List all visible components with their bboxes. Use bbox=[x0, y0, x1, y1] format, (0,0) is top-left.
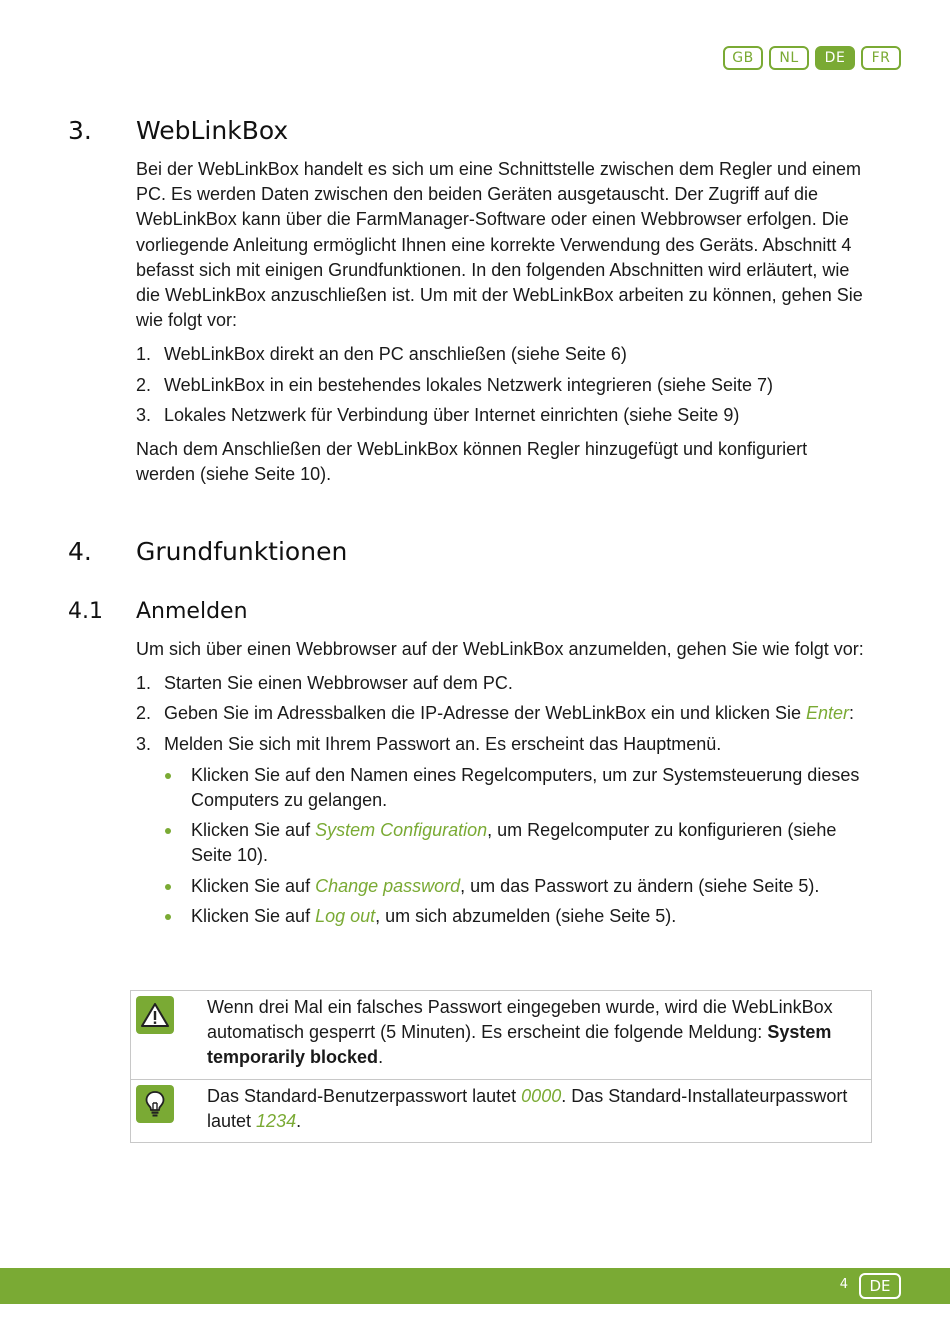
tip-text-2: . Das Standard-Installateurpasswort lautet bbox=[207, 1085, 848, 1131]
page-number: 4 bbox=[839, 1277, 848, 1292]
system-configuration-term: System Configuration bbox=[315, 820, 488, 841]
bullet-icon bbox=[165, 884, 171, 890]
step-number: 3. bbox=[136, 404, 152, 425]
list-item bbox=[136, 403, 866, 428]
tip-text-1: Das Standard-Benutzerpasswort lautet bbox=[207, 1085, 522, 1106]
section-3-heading bbox=[68, 116, 288, 145]
step-text-end: : bbox=[849, 703, 855, 724]
log-out-term: Log out bbox=[315, 905, 376, 926]
step-text: WebLinkBox direkt an den PC anschließen (siehe Seite 6) bbox=[164, 344, 627, 365]
list-item bbox=[136, 732, 866, 757]
list-item bbox=[136, 874, 866, 899]
lightbulb-icon bbox=[136, 1085, 174, 1123]
tip-text bbox=[207, 1080, 871, 1142]
notes-table bbox=[130, 990, 872, 1143]
step-text: Starten Sie einen Webbrowser auf dem PC. bbox=[164, 673, 513, 694]
step-number: 3. bbox=[136, 733, 152, 754]
list-item bbox=[136, 904, 866, 929]
language-selector bbox=[723, 46, 901, 70]
tip-note bbox=[131, 1079, 871, 1142]
bullet-text: Klicken Sie auf bbox=[191, 875, 316, 896]
section-4-1-title: Anmelden bbox=[136, 599, 248, 624]
blocked-message: System temporarily blocked bbox=[207, 1022, 832, 1068]
bullet-text-end: , um sich abzumelden (siehe Seite 5). bbox=[375, 905, 677, 926]
main-menu-options bbox=[136, 763, 866, 929]
section-3-number: 3. bbox=[68, 116, 92, 145]
bullet-text-end: , um das Passwort zu ändern (siehe Seite 5). bbox=[460, 875, 820, 896]
section-4-1-number: 4.1 bbox=[68, 599, 103, 624]
list-item bbox=[136, 373, 866, 398]
lang-de[interactable]: DE bbox=[815, 46, 855, 70]
bullet-icon bbox=[165, 773, 171, 779]
section-3-steps bbox=[136, 342, 866, 428]
footer-language-badge: DE bbox=[859, 1273, 901, 1299]
bullet-text: Klicken Sie auf bbox=[191, 820, 316, 841]
step-number: 1. bbox=[136, 673, 152, 694]
bullet-text: Klicken Sie auf den Namen eines Regelcomputers, um zur Systemsteuerung dieses Computers zu gelangen. bbox=[191, 764, 860, 811]
section-4-title: Grundfunktionen bbox=[136, 537, 348, 566]
section-4-1-body bbox=[136, 637, 866, 929]
warning-triangle-icon bbox=[136, 996, 174, 1034]
section-3-intro: Bei der WebLinkBox handelt es sich um eine Schnittstelle zwischen dem Regler und einem PC. Es werden Daten zwischen den beiden Geräten ausgetauscht. Der Zugriff auf die WebLinkBox kann über die FarmManager-Software oder einen Webbrowser erfolgen. Die vorliegende Anleitung ermöglicht Ihnen eine korrekte Verwendung des Geräts. Abschnitt 4 befasst sich mit einigen Grundfunktionen. In den folgenden Abschnitten wird erläutert, wie die WebLinkBox anzuschließen ist. Um mit der WebLinkBox arbeiten zu können, gehen Sie wie folgt vor: bbox=[136, 159, 863, 331]
footer-bar bbox=[0, 1268, 950, 1304]
step-text: Lokales Netzwerk für Verbindung über Internet einrichten (siehe Seite 9) bbox=[164, 404, 740, 425]
step-number: 2. bbox=[136, 374, 152, 395]
section-4-1-intro: Um sich über einen Webbrowser auf der WebLinkBox anzumelden, gehen Sie wie folgt vor: bbox=[136, 639, 864, 659]
warning-note bbox=[131, 991, 871, 1079]
warning-icon-cell bbox=[131, 991, 207, 1077]
enter-term: Enter bbox=[806, 703, 850, 724]
list-item bbox=[136, 818, 866, 868]
tip-icon-cell bbox=[131, 1080, 207, 1140]
section-4-heading bbox=[68, 537, 347, 566]
list-item bbox=[136, 701, 866, 726]
list-item bbox=[136, 342, 866, 367]
user-password-value: 0000 bbox=[521, 1085, 562, 1106]
bullet-text: Klicken Sie auf bbox=[191, 905, 316, 926]
bullet-icon bbox=[165, 828, 171, 834]
section-3-title: WebLinkBox bbox=[136, 116, 289, 145]
list-item bbox=[136, 763, 866, 813]
step-number: 1. bbox=[136, 344, 152, 365]
lang-fr[interactable]: FR bbox=[861, 46, 901, 70]
warning-text-end: . bbox=[378, 1047, 384, 1068]
section-3-outro: Nach dem Anschließen der WebLinkBox können Regler hinzugefügt und konfiguriert werden (siehe Seite 10). bbox=[136, 439, 808, 485]
bullet-icon bbox=[165, 914, 171, 920]
tip-text-end: . bbox=[296, 1110, 302, 1131]
step-text: Geben Sie im Adressbalken die IP-Adresse der WebLinkBox ein und klicken Sie bbox=[164, 703, 807, 724]
lang-gb[interactable]: GB bbox=[723, 46, 763, 70]
lang-nl[interactable]: NL bbox=[769, 46, 809, 70]
section-4-number: 4. bbox=[68, 537, 92, 566]
step-text: Melden Sie sich mit Ihrem Passwort an. Es erscheint das Hauptmenü. bbox=[164, 733, 722, 754]
step-number: 2. bbox=[136, 703, 152, 724]
warning-text-main: Wenn drei Mal ein falsches Passwort eingegeben wurde, wird die WebLinkBox automatisch gesperrt (5 Minuten). Es erscheint die folgende Meldung: bbox=[207, 997, 833, 1043]
installer-password-value: 1234 bbox=[256, 1110, 297, 1131]
bullet-text-end: , um Regelcomputer zu konfigurieren (siehe Seite 10). bbox=[191, 820, 837, 866]
warning-text bbox=[207, 991, 871, 1079]
section-4-1-heading bbox=[68, 599, 248, 624]
change-password-term: Change password bbox=[315, 875, 461, 896]
login-steps bbox=[136, 671, 866, 757]
section-3-body bbox=[136, 157, 866, 487]
list-item bbox=[136, 671, 866, 696]
step-text: WebLinkBox in ein bestehendes lokales Netzwerk integrieren (siehe Seite 7) bbox=[164, 374, 774, 395]
